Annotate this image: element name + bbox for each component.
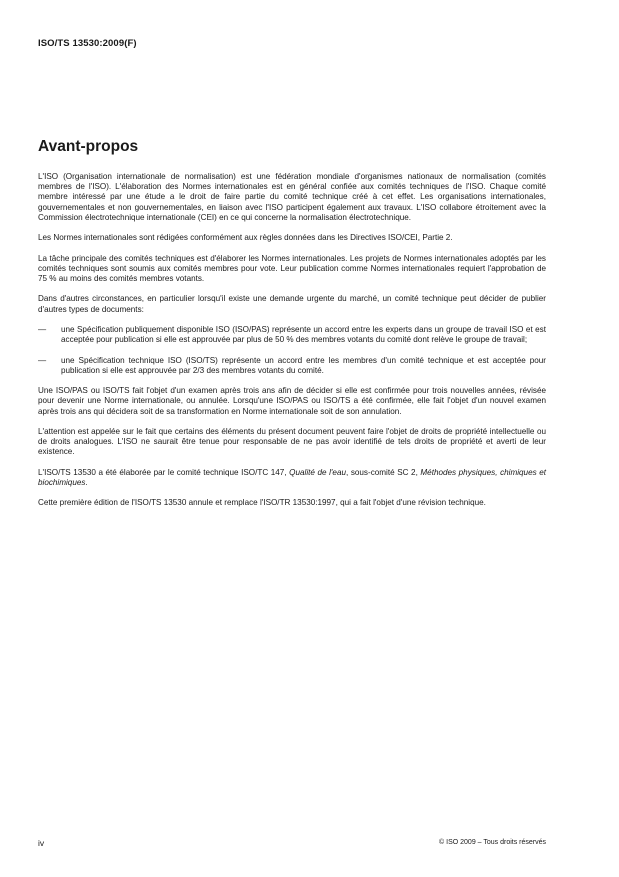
page-number: iv — [38, 838, 45, 848]
page-title: Avant-propos — [38, 138, 139, 155]
copyright-notice: © ISO 2009 – Tous droits réservés — [439, 839, 546, 846]
elaboration-suffix: . — [85, 477, 88, 487]
dash-bullet: — — [38, 355, 47, 365]
paragraph-review: Une ISO/PAS ou ISO/TS fait l'objet d'un examen après trois ans afin de décider si elle est confirmée pour trois nouvelles années, révisée pour devenir une Norme internationale, ou annulée. Lorsqu'une ISO/PAS ou ISO/TS a été confirmée, elle fait l'objet d'un nouvel examen après trois ans qui décidera soit de sa transformation en Norme internationale soit de son annulation. — [38, 386, 546, 416]
paragraph-elaboration — [38, 468, 546, 488]
paragraph-directives: Les Normes internationales sont rédigées conformément aux règles données dans les Directives ISO/CEI, Partie 2. — [38, 233, 453, 243]
sc-title: Méthodes physiques, chimiques et biochimiques — [38, 467, 546, 487]
dash-bullet: — — [38, 324, 47, 334]
list-item — [38, 356, 546, 376]
elaboration-prefix: L'ISO/TS 13530 a été élaborée par le comité technique ISO/TC 147, — [38, 467, 290, 477]
paragraph-other-documents: Dans d'autres circonstances, en particulier lorsqu'il existe une demande urgente du marché, un comité technique peut décider de publier d'autres types de documents: — [38, 294, 546, 314]
paragraph-edition-note: Cette première édition de l'ISO/TS 13530 annule et remplace l'ISO/TR 13530:1997, qui a fait l'objet d'une révision technique. — [38, 498, 486, 508]
paragraph-iso-intro: L'ISO (Organisation internationale de normalisation) est une fédération mondiale d'organismes nationaux de normalisation (comités membres de l'ISO). L'élaboration des Normes internationales est en général confiée aux comités techniques de l'ISO. Chaque comité membre intéressé par une étude a le droit de faire partie du comité technique créé à cet effet. Les organisations internationales, gouvernementales et non gouvernementales, en liaison avec l'ISO participent également aux travaux. L'ISO collabore étroitement avec la Commission électrotechnique internationale (CEI) en ce qui concerne la normalisation électrotechnique. — [38, 172, 546, 222]
list-item-text: une Spécification technique ISO (ISO/TS) représente un accord entre les membres d'un comité technique et est acceptée pour publication si elle est approuvée par 2/3 des membres votants du comité. — [61, 355, 546, 375]
document-header: ISO/TS 13530:2009(F) — [38, 38, 137, 49]
tc-title: Qualité de l'eau — [289, 467, 346, 477]
elaboration-middle: , sous-comité SC 2, — [346, 467, 421, 477]
paragraph-patent-rights: L'attention est appelée sur le fait que certains des éléments du présent document peuvent faire l'objet de droits de propriété intellectuelle ou de droits analogues. L'ISO ne saurait être tenue pour responsable de ne pas avoir identifié de tels droits de propriété et averti de leur existence. — [38, 426, 546, 457]
paragraph-main-task: La tâche principale des comités techniques est d'élaborer les Normes internationales. Les projets de Normes internationales adoptés par les comités techniques sont soumis aux comités membres pour vote. Leur publication comme Normes internationales requiert l'approbation de 75 % au moins des comités membres votants. — [38, 253, 546, 283]
document-types-list — [38, 325, 546, 376]
list-item-text: une Spécification publiquement disponible ISO (ISO/PAS) représente un accord entre les experts dans un groupe de travail ISO et est acceptée pour publication si elle est approuvée par plus de 50 % des membres votants du comité dont relève le groupe de travail; — [61, 324, 546, 345]
list-item — [38, 325, 546, 345]
document-body — [38, 172, 546, 519]
